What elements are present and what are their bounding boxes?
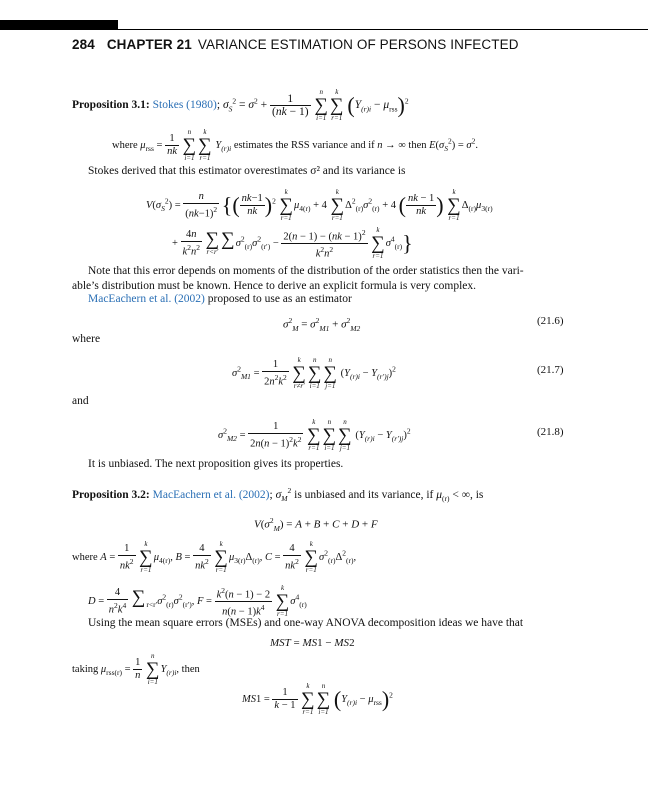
note-line-1: Note that this error depends on moments of the distribution of the order statistics then the vari-	[88, 265, 524, 277]
page-number: 284	[72, 37, 95, 52]
maceachern-cite-1[interactable]: MacEachern et al. (2002)	[88, 293, 205, 305]
taking-line: taking $\mu_{rss(r)}$ = $\frac{1}{n}$ n ∑ i=1 $Y_{(r)i}$, then	[72, 652, 200, 686]
running-header	[72, 37, 519, 52]
eq-number-21-7: (21.7)	[537, 364, 564, 376]
header-rule	[118, 29, 648, 30]
prop31-cite[interactable]: Stokes (1980)	[152, 99, 217, 112]
and-label: and	[72, 395, 89, 407]
where-label-1: where	[72, 333, 101, 345]
eq-number-21-6: (21.6)	[537, 315, 564, 327]
proposition-3-2: Proposition 3.2: MacEachern et al. (2002); $\sigma_M^2$ is unbiased and its variance, if $\mu_{(r)}$ < ∞, is	[72, 486, 484, 504]
proposition-3-1: Proposition 3.1: Stokes (1980); $\sigma_S^2 = \sigma^2$ + $\frac{1}{(nk - 1)}$ n ∑ i=1 k ∑ r=1 $(Y_{(r)i} - \mu_{rss})^2$	[72, 88, 409, 122]
header-black-bar	[0, 20, 118, 30]
where-rss-line: where $\mu_{rss}$ = $\frac{1}{nk}$ n ∑ i=1 k ∑ r=1 $Y_{(r)i}$ estimates the RSS variance and if n → ∞ then $E(\sigma_S^2) = \sigma^2$.	[112, 128, 478, 162]
unbiased-sentence: It is unbiased. The next proposition gives its properties.	[88, 458, 344, 470]
variance-formula-line2: + $\frac{4n}{k^2n^2}$ ∑ r<r′ ∑ $\sigma^2_{(r)}\sigma^2_{(r')}$ − $\frac{2(n - 1) - (nk - 1)^2}{k^2n^2}$ k ∑ r=1 $\sigma^4_{(r)}$}	[172, 226, 413, 260]
eq-number-21-8: (21.8)	[537, 426, 564, 438]
equation-21-8: $\sigma^2_{M2}$ = $\frac{1}{2n(n - 1)^2k^2}$ k ∑ r=1 n ∑ i=1 n ∑ j=1 $(Y_{(r)i} - Y_{(r')j})^2$	[218, 418, 411, 452]
mst-equation: MST = MS1 − MS2	[270, 637, 355, 649]
prop32-label: Proposition 3.2	[72, 488, 146, 501]
ms1-equation: MS1 = $\frac{1}{k - 1}$ k ∑ r=1 n ∑ i=1 $(Y_{(r)i} - \mu_{rss})^2$	[242, 682, 393, 716]
prop31-label: Proposition 3.1	[72, 99, 146, 112]
equation-21-7: $\sigma^2_{M1}$ = $\frac{1}{2n^2k^2}$ k ∑ r≠r′ n ∑ i=1 n ∑ j=1 $(Y_{(r)i} - Y_{(r')j})^2$	[232, 356, 396, 390]
paragraph-stokes: Stokes derived that this estimator overestimates σ² and its variance is	[88, 165, 406, 177]
note-line-2: able’s distribution must be known. Hence to derive an explicit formula is very complex.	[72, 280, 476, 292]
variance-abcdf: $V(\sigma^2_M) = A + B + C + D + F$	[254, 516, 378, 533]
maceachern-cite-2[interactable]: MacEachern et al. (2002)	[152, 488, 270, 501]
where-a-b-c: where A = $\frac{1}{nk^2}$ k ∑ r=1 $\mu_{4(r)}$, B = $\frac{4}{nk^2}$ k ∑ r=1 $\mu_{3(r)}\Delta_{(r)}$, C = $\frac{4}{nk^2}$ k ∑ r=1 $\sigma^2_{(r)}\Delta^2_{(r)}$,	[72, 540, 357, 574]
d-and-f: D = $\frac{4}{n^2k^4}$ ∑ $_{r<r'}\sigma^2_{(r)}\sigma^2_{(r')}$, F = $\frac{k^2(n - 1) - 2}{n(n - 1)k^4}$ k ∑ r=1 $\sigma^4_{(r)}$	[88, 584, 307, 618]
mse-sentence: Using the mean square errors (MSEs) and one-way ANOVA decomposition ideas we have that	[88, 617, 524, 629]
note-line-3: MacEachern et al. (2002) proposed to use as an estimator	[88, 293, 352, 305]
equation-21-6: $\sigma^2_M = \sigma^2_{M1} + \sigma^2_{M2}$	[283, 316, 361, 333]
variance-formula-line1: $V(\sigma_S^2)$ = $\frac{n}{(nk-1)^2}$ {( $\frac{nk-1}{nk}$ )$^2$ k ∑ r=1 $\mu_{4(r)} + 4$ k ∑ r=1 $\Delta^2_{(r)}\sigma^2_{(r)} + 4$ ( $\frac{nk - 1}{nk}$ ) k ∑ r=1 $\Delta_{(r)}\mu_{3(r)}$	[146, 188, 493, 222]
chapter-label: CHAPTER 21	[106, 37, 192, 52]
chapter-title: VARIANCE ESTIMATION OF PERSONS INFECTED	[197, 37, 519, 52]
